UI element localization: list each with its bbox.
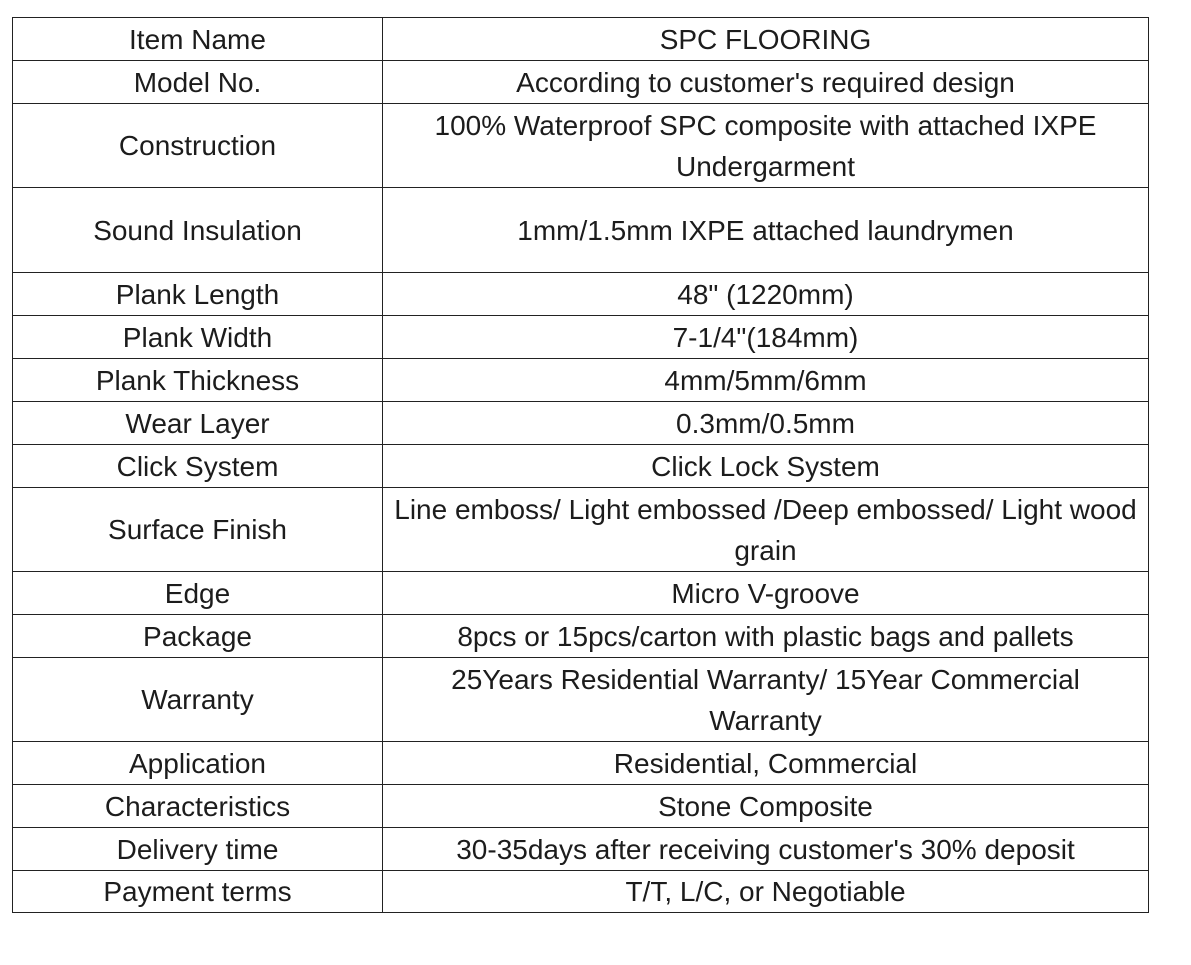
spec-row <box>13 828 1149 871</box>
spec-label: Payment terms <box>13 871 383 913</box>
spec-label: Model No. <box>13 61 383 104</box>
spec-value: Stone Composite <box>383 785 1149 828</box>
spec-row <box>13 18 1149 61</box>
spec-label: Sound Insulation <box>13 188 383 273</box>
spec-row <box>13 572 1149 615</box>
spec-row <box>13 402 1149 445</box>
spec-value: According to customer's required design <box>383 61 1149 104</box>
spec-value: 7-1/4"(184mm) <box>383 316 1149 359</box>
spec-label: Plank Length <box>13 273 383 316</box>
spec-value: 1mm/1.5mm IXPE attached laundrymen <box>383 188 1149 273</box>
spec-value: SPC FLOORING <box>383 18 1149 61</box>
spec-label: Package <box>13 615 383 658</box>
spec-value: T/T, L/C, or Negotiable <box>383 871 1149 913</box>
spec-label: Plank Width <box>13 316 383 359</box>
spec-label: Wear Layer <box>13 402 383 445</box>
spec-value: Line emboss/ Light embossed /Deep embossed/ Light wood grain <box>383 488 1149 572</box>
spec-value: 25Years Residential Warranty/ 15Year Commercial Warranty <box>383 658 1149 742</box>
spec-label: Item Name <box>13 18 383 61</box>
spec-row <box>13 488 1149 572</box>
spec-label: Click System <box>13 445 383 488</box>
spec-label: Construction <box>13 104 383 188</box>
spec-value: 100% Waterproof SPC composite with attached IXPE Undergarment <box>383 104 1149 188</box>
spec-value: 48" (1220mm) <box>383 273 1149 316</box>
spec-value: 8pcs or 15pcs/carton with plastic bags and pallets <box>383 615 1149 658</box>
spec-row <box>13 785 1149 828</box>
spec-row <box>13 615 1149 658</box>
spec-label: Characteristics <box>13 785 383 828</box>
spec-table <box>12 17 1149 913</box>
spec-row <box>13 316 1149 359</box>
spec-label: Warranty <box>13 658 383 742</box>
spec-row <box>13 359 1149 402</box>
spec-label: Plank Thickness <box>13 359 383 402</box>
spec-row <box>13 445 1149 488</box>
spec-value: 0.3mm/0.5mm <box>383 402 1149 445</box>
spec-value: Residential, Commercial <box>383 742 1149 785</box>
spec-row <box>13 188 1149 273</box>
spec-value: Click Lock System <box>383 445 1149 488</box>
spec-value: 4mm/5mm/6mm <box>383 359 1149 402</box>
spec-row <box>13 61 1149 104</box>
spec-label: Delivery time <box>13 828 383 871</box>
spec-row <box>13 658 1149 742</box>
spec-table-body <box>13 18 1149 913</box>
spec-value: 30-35days after receiving customer's 30% deposit <box>383 828 1149 871</box>
spec-label: Edge <box>13 572 383 615</box>
spec-row <box>13 742 1149 785</box>
spec-label: Surface Finish <box>13 488 383 572</box>
spec-row <box>13 104 1149 188</box>
spec-value: Micro V-groove <box>383 572 1149 615</box>
spec-row <box>13 871 1149 913</box>
spec-row <box>13 273 1149 316</box>
spec-label: Application <box>13 742 383 785</box>
